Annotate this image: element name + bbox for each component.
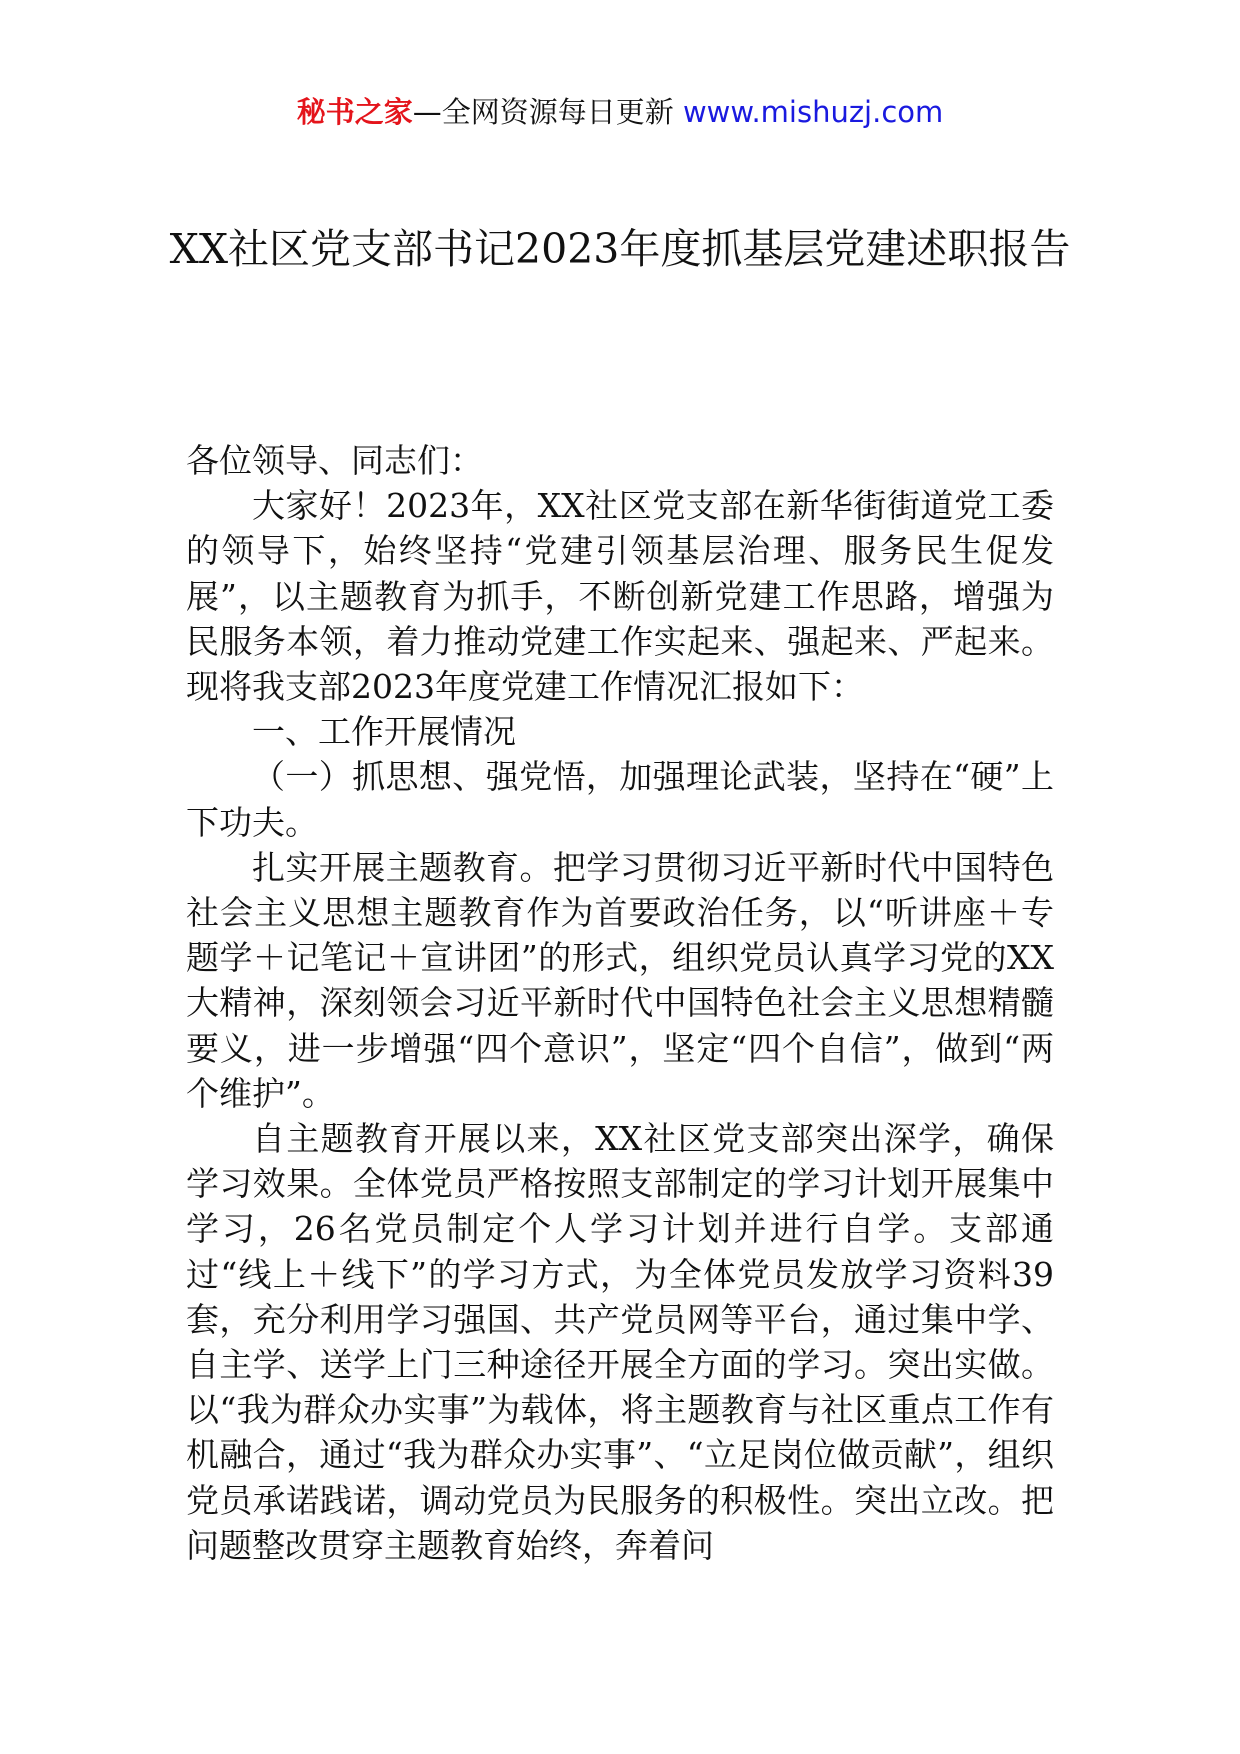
- site-brand: 秘书之家: [296, 95, 413, 129]
- paragraph-intro: 大家好！2023年，XX社区党支部在新华街街道党工委的领导下，始终坚持“党建引领基层治理、服务民生促发展”，以主题教育为抓手，不断创新党建工作思路，增强为民服务本领，着力推动党建工作实起来、强起来、严起来。现将我支部2023年度党建工作情况汇报如下：: [186, 486, 1054, 707]
- salutation: 各位领导、同志们：: [186, 441, 483, 480]
- subsection-heading: （一）抓思想、强党悟，加强理论武装，坚持在“硬”上下功夫。: [186, 757, 1054, 842]
- paragraph-study-effects: 自主题教育开展以来，XX社区党支部突出深学，确保学习效果。全体党员严格按照支部制定的学习计划开展集中学习，26名党员制定个人学习计划并进行自学。支部通过“线上＋线下”的学习方式，为全体党员发放学习资料39套，充分利用学习强国、共产党员网等平台，通过集中学、自主学、送学上门三种途径开展全方面的学习。突出实做。以“我为群众办实事”为载体，将主题教育与社区重点工作有机融合，通过“我为群众办实事”、“立足岗位做贡献”，组织党员承诺践诺，调动党员为民服务的积极性。突出立改。把问题整改贯穿主题教育始终，奔着问: [186, 1119, 1054, 1565]
- site-header: [0, 92, 1240, 132]
- site-slogan: —全网资源每日更新: [412, 95, 683, 129]
- site-url-link[interactable]: www.mishuzj.com: [682, 95, 944, 129]
- paragraph-theme-education: 扎实开展主题教育。把学习贯彻习近平新时代中国特色社会主义思想主题教育作为首要政治任务，以“听讲座＋专题学＋记笔记＋宣讲团”的形式，组织党员认真学习党的XX大精神，深刻领会习近平新时代中国特色社会主义思想精髓要义，进一步增强“四个意识”，坚定“四个自信”，做到“两个维护”。: [186, 847, 1054, 1113]
- document-body: [186, 438, 1054, 1568]
- document-title: XX社区党支部书记2023年度抓基层党建述职报告: [169, 225, 1071, 273]
- section-heading: 一、工作开展情况: [252, 712, 516, 752]
